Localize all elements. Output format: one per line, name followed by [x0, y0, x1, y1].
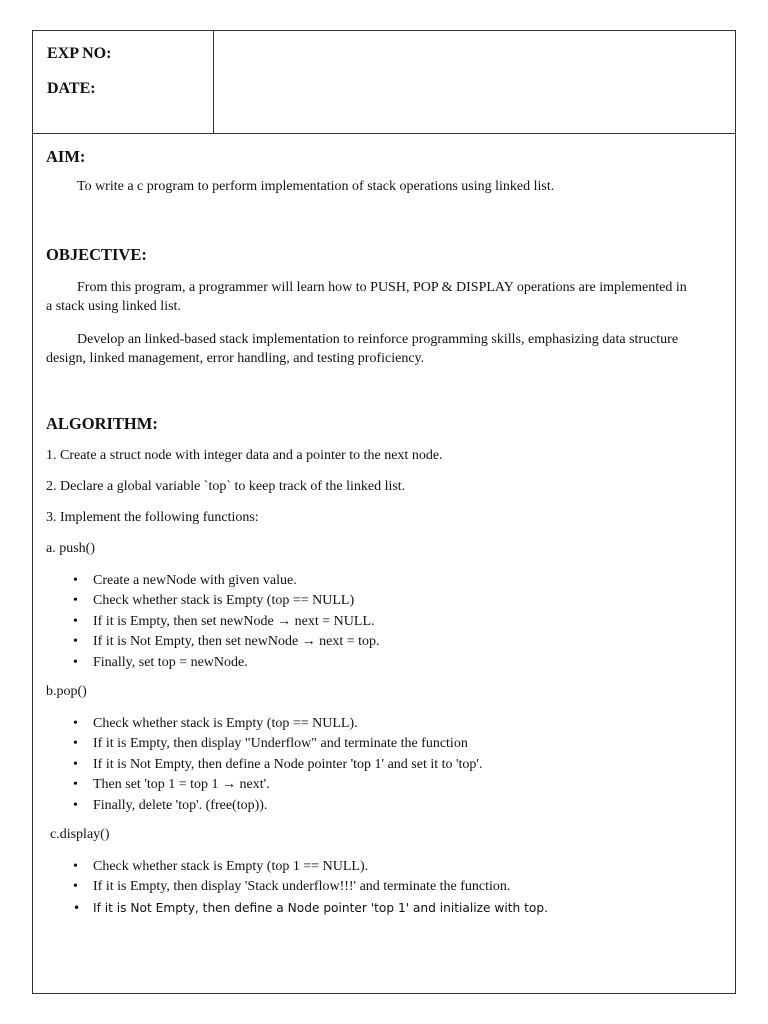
- objective-paragraph-1: From this program, a programmer will learn how to PUSH, POP & DISPLAY operations are implemented in a stack using linked list.: [46, 280, 687, 314]
- algorithm-step-3: 3. Implement the following functions:: [46, 510, 259, 525]
- push-list: [46, 571, 696, 673]
- header-table: [33, 31, 735, 134]
- aim-text: To write a c program to perform implementation of stack operations using linked list.: [77, 179, 555, 194]
- list-item: • If it is Empty, then set newNode → next = NULL.: [93, 612, 696, 632]
- display-list: [46, 857, 696, 918]
- list-item: • Check whether stack is Empty (top 1 == NULL).: [93, 857, 696, 877]
- list-item: • Finally, delete 'top'. (free(top)).: [93, 796, 696, 816]
- aim-heading: AIM:: [46, 147, 86, 166]
- document-body: [46, 148, 696, 918]
- list-item: • Check whether stack is Empty (top == NULL).: [93, 714, 696, 734]
- list-item: • Then set 'top 1 = top 1 → next'.: [93, 775, 696, 795]
- list-item: • Finally, set top = newNode.: [93, 653, 696, 673]
- objective-paragraph-2: Develop an linked-based stack implementation to reinforce programming skills, emphasizing data structure design, linked management, error handling, and testing proficiency.: [46, 332, 679, 366]
- list-item: • If it is Empty, then display 'Stack underflow!!!' and terminate the function.: [93, 877, 696, 897]
- algorithm-heading: ALGORITHM:: [46, 414, 158, 433]
- push-label: a. push(): [46, 541, 95, 556]
- pop-list: [46, 714, 696, 816]
- header-value-cell: [214, 31, 735, 133]
- list-item: • If it is Empty, then display "Underflow" and terminate the function: [93, 734, 696, 754]
- display-label: c.display(): [50, 827, 110, 843]
- list-item: • If it is Not Empty, then set newNode → next = top.: [93, 632, 696, 652]
- header-label-cell: [33, 31, 214, 133]
- list-item: • Check whether stack is Empty (top == NULL): [93, 591, 696, 611]
- objective-heading: OBJECTIVE:: [46, 245, 147, 264]
- list-item: • If it is Not Empty, then define a Node pointer 'top 1' and set it to 'top'.: [93, 755, 696, 775]
- date-label: DATE:: [47, 80, 96, 97]
- pop-label: b.pop(): [46, 684, 87, 700]
- algorithm-step-1: 1. Create a struct node with integer data and a pointer to the next node.: [46, 448, 443, 463]
- list-item: • If it is Not Empty, then define a Node pointer 'top 1' and initialize with top.: [93, 898, 696, 918]
- algorithm-step-2: 2. Declare a global variable `top` to keep track of the linked list.: [46, 479, 406, 494]
- exp-no-label: EXP NO:: [47, 45, 112, 62]
- list-item: • Create a newNode with given value.: [93, 571, 696, 591]
